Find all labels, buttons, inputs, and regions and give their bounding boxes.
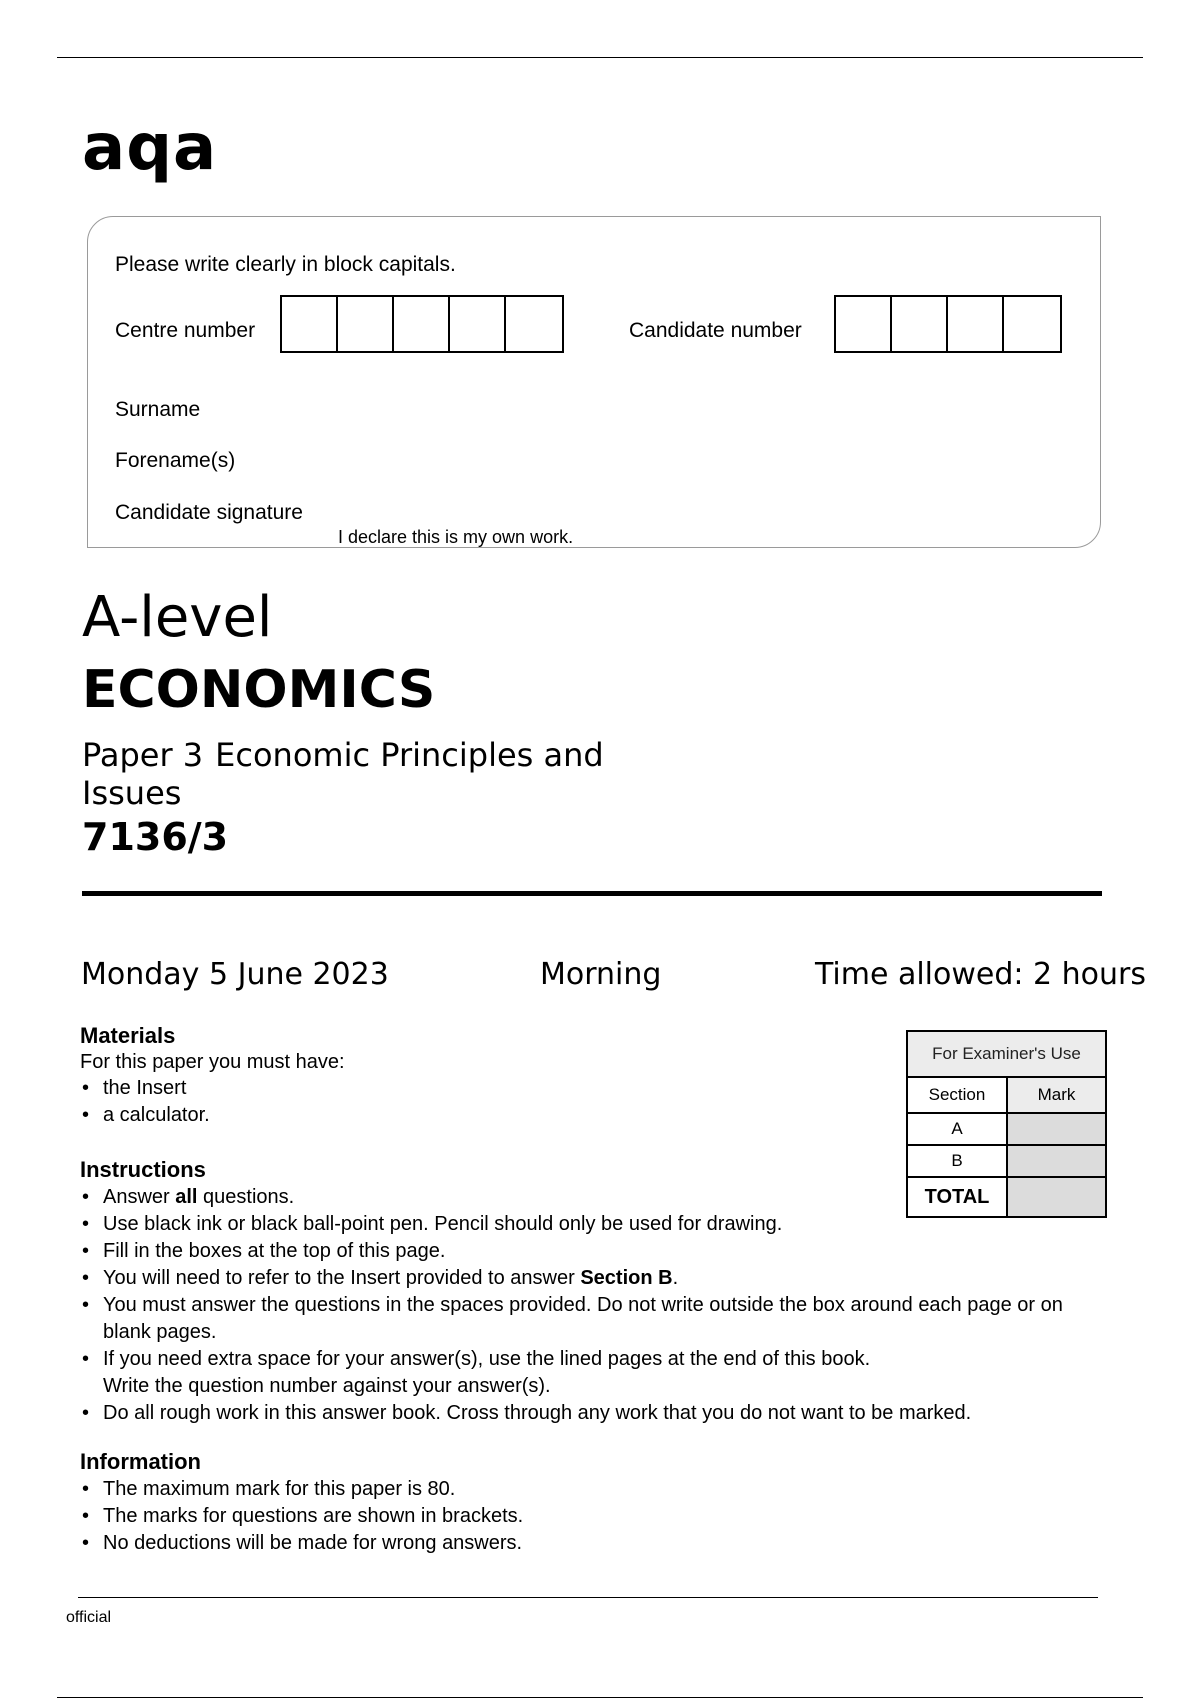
footer-rule [78, 1597, 1098, 1598]
total-label: TOTAL [908, 1178, 1008, 1216]
candidate-number-cell[interactable] [836, 297, 892, 351]
list-item: • The marks for questions are shown in brackets. [80, 1503, 523, 1530]
list-item: • If you need extra space for your answer(s), use the lined pages at the end of this book. Write the question number against your answer(s). [80, 1346, 873, 1400]
section-a-label: A [908, 1114, 1008, 1144]
exam-date: Monday 5 June 2023 [81, 957, 389, 992]
list-item: • No deductions will be made for wrong answers. [80, 1530, 523, 1557]
paper-code: 7136/3 [82, 815, 229, 859]
centre-number-cell[interactable] [338, 297, 394, 351]
list-item: • Answer all questions. [80, 1184, 1080, 1211]
instructions-heading: Instructions [80, 1157, 206, 1182]
surname-label: Surname [115, 398, 201, 421]
forenames-label: Forename(s) [115, 449, 236, 472]
centre-number-cell[interactable] [394, 297, 450, 351]
list-item: • You will need to refer to the Insert provided to answer Section B. [80, 1265, 1080, 1292]
list-item: • Fill in the boxes at the top of this page. [80, 1238, 1080, 1265]
footer-classification: official [66, 1609, 112, 1626]
candidate-number-cell[interactable] [1004, 297, 1060, 351]
time-allowed: Time allowed: 2 hours [815, 957, 1147, 992]
list-item: • the Insert [80, 1075, 210, 1102]
candidate-signature-label: Candidate signature [115, 501, 303, 524]
examiner-table-title: For Examiner's Use [908, 1032, 1105, 1076]
section-a-mark-cell [1008, 1114, 1105, 1144]
list-item: • The maximum mark for this paper is 80. [80, 1476, 523, 1503]
information-heading: Information [80, 1449, 201, 1474]
list-item: • You must answer the questions in the spaces provided. Do not write outside the box around each page or on blank pages. [80, 1292, 1073, 1346]
exam-session: Morning [540, 957, 662, 992]
materials-list [80, 1075, 210, 1129]
declaration-text: I declare this is my own work. [338, 527, 574, 547]
block-capitals-instruction: Please write clearly in block capitals. [115, 253, 456, 276]
centre-number-field[interactable] [280, 295, 564, 353]
centre-number-cell[interactable] [450, 297, 506, 351]
materials-heading: Materials [80, 1023, 176, 1048]
subject-title: ECONOMICS [82, 660, 436, 720]
section-b-label: B [908, 1146, 1008, 1176]
list-item: • Use black ink or black ball-point pen. Pencil should only be used for drawing. [80, 1211, 1080, 1238]
list-item: • Do all rough work in this answer book. Cross through any work that you do not want to be marked. [80, 1400, 1080, 1427]
section-b-mark-cell [1008, 1146, 1105, 1176]
bottom-rule [57, 1697, 1143, 1698]
centre-number-cell[interactable] [282, 297, 338, 351]
list-item: • a calculator. [80, 1102, 210, 1129]
centre-number-cell[interactable] [506, 297, 562, 351]
centre-number-label: Centre number [115, 319, 256, 342]
information-list [80, 1476, 523, 1557]
materials-intro: For this paper you must have: [80, 1051, 345, 1073]
title-divider [82, 891, 1102, 896]
paper-title [82, 736, 642, 812]
qualification-level: A-level [82, 585, 273, 650]
instructions-list [80, 1184, 1080, 1427]
candidate-number-cell[interactable] [892, 297, 948, 351]
candidate-number-field[interactable] [834, 295, 1062, 353]
paper-name: Economic Principles and Issues [82, 736, 604, 812]
aqa-logo: aqa [82, 111, 218, 185]
paper-number: Paper 3 [82, 736, 204, 774]
candidate-number-label: Candidate number [629, 319, 802, 342]
top-rule [57, 57, 1143, 58]
section-column-header: Section [908, 1078, 1008, 1112]
mark-column-header: Mark [1008, 1078, 1105, 1112]
candidate-number-cell[interactable] [948, 297, 1004, 351]
examiner-use-table [906, 1030, 1107, 1218]
total-mark-cell [1008, 1178, 1105, 1216]
